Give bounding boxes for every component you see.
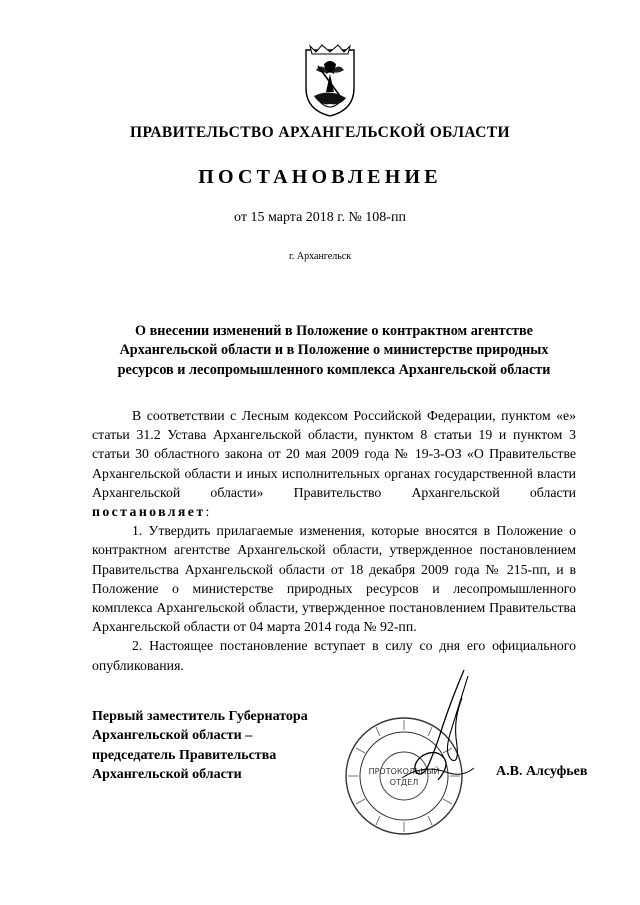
title-line: О внесении изменений в Положение о контрактном агентстве [135, 323, 533, 339]
signer-name: А.В. Алсуфьев [496, 764, 588, 779]
preamble-text: В соответствии с Лесным кодексом Российской Федерации, пунктом «е» статьи 31.2 Устава Архангельской области, пунктом 8 статьи 19 и пунктом 3 статьи 30 областного закона от 20 мая 2009 года № 19-3-ОЗ «О Правительстве Архангельской области и иных исполнительных органах государственной власти Архангельской области» Правительство Архангельской области [92, 408, 576, 500]
decree-colon: : [205, 504, 210, 520]
coat-of-arms-icon [300, 44, 360, 120]
stamp-center-line: ПРОТОКОЛЬНЫЙ [368, 767, 440, 776]
document-title [92, 322, 576, 380]
item-2-paragraph: 2. Настоящее постановление вступает в силу со дня его официального опубликования. [92, 638, 576, 673]
signer-position-line: Архангельской области [92, 767, 242, 783]
signer-position-line: Первый заместитель Губернатора [92, 709, 308, 724]
document-date-number: от 15 марта 2018 г. № 108-пп [234, 210, 406, 225]
signer-position [92, 707, 308, 785]
title-line: ресурсов и лесопромышленного комплекса Архангельской области [117, 361, 551, 378]
signer-position-line: Архангельской области – [92, 728, 253, 744]
preamble-paragraph [92, 406, 576, 521]
document-body [92, 406, 576, 675]
document-city: г. Архангельск [288, 251, 352, 262]
signer-position-line: председатель Правительства [92, 747, 277, 763]
title-line: Архангельской области и в Положение о министерстве природных [119, 342, 549, 359]
document-type: ПОСТАНОВЛЕНИЕ [198, 166, 442, 188]
decree-word: постановляет [92, 504, 206, 520]
organization-name: ПРАВИТЕЛЬСТВО АРХАНГЕЛЬСКОЙ ОБЛАСТИ [129, 124, 510, 141]
stamp-center-line: ОТДЕЛ [389, 778, 419, 787]
handwritten-signature [389, 668, 482, 798]
item-1-paragraph: 1. Утвердить прилагаемые изменения, которые вносятся в Положение о контрактном агентстве Архангельской области, утвержденное постановлением Правительства Архангельской области от 18 декабря 2009 года № 215-пп, и в Положение о министерстве природных ресурсов и лесопромышленного комплекса Архангельской области, утвержденное постановлением Правительства Архангельской области от 04 марта 2014 года № 92-пп. [92, 523, 576, 635]
